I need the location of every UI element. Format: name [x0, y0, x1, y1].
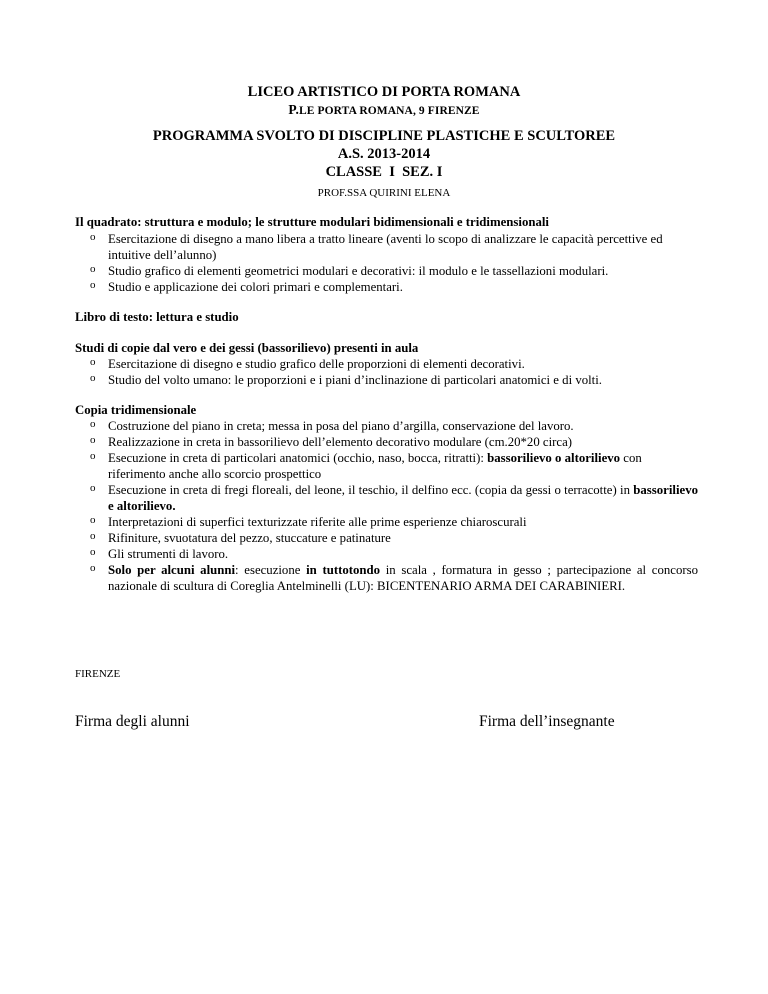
item-text: in scala , formatura in gesso ; partecipazione al concorso nazionale di scultura di Coreglia Antelminelli (LU): BICENTENARIO ARMA DEI CARABINIERI. — [108, 563, 698, 593]
list-item — [108, 450, 698, 482]
section-title: Copia tridimensionale — [75, 403, 197, 417]
bullet-icon: o — [90, 530, 96, 542]
list-item: Rifiniture, svuotatura del pezzo, stuccature e patinature — [108, 531, 391, 545]
bullet-icon: o — [90, 514, 96, 526]
bullet-icon: o — [90, 372, 96, 384]
bullet-icon: o — [90, 418, 96, 430]
bullet-icon: o — [90, 562, 96, 574]
list-item: Studio grafico di elementi geometrici modulari e decorativi: il modulo e le tassellazioni modulari. — [108, 264, 609, 278]
list-item: Gli strumenti di lavoro. — [108, 547, 229, 561]
bullet-icon: o — [90, 279, 96, 291]
list-item: Studio e applicazione dei colori primari e complementari. — [108, 280, 403, 294]
list-item — [108, 562, 698, 594]
list-item: Esercitazione di disegno e studio grafico delle proporzioni di elementi decorativi. — [108, 357, 525, 371]
bullet-icon: o — [90, 546, 96, 558]
section-title: Libro di testo: lettura e studio — [75, 310, 239, 324]
address-initial: P. — [288, 102, 299, 117]
list-item — [108, 482, 698, 514]
bullet-icon: o — [90, 450, 96, 462]
bullet-icon: o — [90, 482, 96, 494]
item-text: Esecuzione in creta di fregi floreali, del leone, il teschio, il delfino ecc. (copia da gessi o terracotte) in — [108, 483, 634, 497]
bullet-icon: o — [90, 356, 96, 368]
item-emphasis: in tuttotondo — [306, 563, 381, 577]
item-text: : esecuzione — [235, 563, 307, 577]
bullet-icon: o — [90, 434, 96, 446]
item-text: Esecuzione in creta di particolari anatomici (occhio, naso, bocca, ritratti): — [108, 451, 488, 465]
list-item: Costruzione del piano in creta; messa in posa del piano d’argilla, conservazione del lavoro. — [108, 419, 574, 433]
teacher-name: PROF.SSA QUIRINI ELENA — [317, 187, 451, 199]
class-section: CLASSE I SEZ. I — [325, 164, 443, 180]
school-name: LICEO ARTISTICO DI PORTA ROMANA — [247, 84, 521, 100]
school-year: A.S. 2013-2014 — [337, 146, 431, 162]
item-emphasis: bassorilievo e altorilievo. — [108, 483, 698, 513]
item-text: con riferimento anche allo scorcio prospettico — [108, 451, 642, 481]
list-item: Esercitazione di disegno a mano libera a tratto lineare (aventi lo scopo di analizzare le capacità percettive ed intuitive dell’alunno) — [108, 232, 663, 262]
teacher-signature-label: Firma dell’insegnante — [479, 713, 615, 730]
list-item: Studio del volto umano: le proporzioni e i piani d’inclinazione di particolari anatomici e di volti. — [108, 373, 602, 387]
list-item: Realizzazione in creta in bassorilievo dell’elemento decorativo modulare (cm.20*20 circa) — [108, 435, 573, 449]
section-title: Il quadrato: struttura e modulo; le strutture modulari bidimensionali e tridimensionali — [75, 215, 549, 229]
bullet-icon: o — [90, 231, 96, 243]
bullet-icon: o — [90, 263, 96, 275]
city-label: FIRENZE — [75, 668, 121, 680]
item-emphasis: Solo per alcuni alunni — [108, 563, 236, 577]
program-title: PROGRAMMA SVOLTO DI DISCIPLINE PLASTICHE E SCULTOREE — [152, 128, 616, 144]
school-address — [0, 102, 768, 118]
section-title: Studi di copie dal vero e dei gessi (bassorilievo) presenti in aula — [75, 341, 419, 355]
students-signature-label: Firma degli alunni — [75, 713, 190, 730]
list-item: Interpretazioni di superfici texturizzate riferite alle prime esperienze chiaroscurali — [108, 515, 527, 529]
address-rest: LE PORTA ROMANA, 9 FIRENZE — [299, 105, 480, 117]
item-emphasis: bassorilievo o altorilievo — [487, 451, 621, 465]
